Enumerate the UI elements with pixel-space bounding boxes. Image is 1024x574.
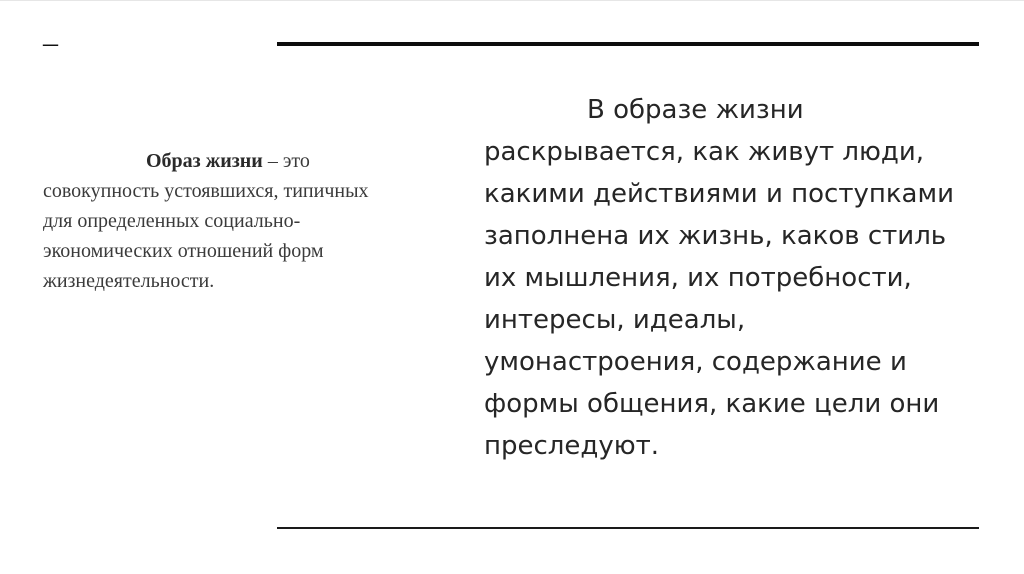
dash-mark: – (43, 26, 58, 59)
slide-top-border (0, 0, 1024, 1)
bottom-divider-line (277, 527, 979, 529)
definition-text: – это совокупность устоявшихся, типичных для определенных социально-экономических отношений форм жизнедеятельности. (43, 150, 369, 292)
definition-term: Образ жизни (146, 150, 263, 172)
top-divider-line (277, 42, 979, 46)
description-text: В образе жизни раскрывается, как живут люди, какими действиями и поступками заполнена их жизнь, каков стиль их мышления, их потребности, интересы, идеалы, умонастроения, содержание и формы общения, какие цели они преследуют. (484, 95, 955, 461)
description-paragraph (484, 89, 954, 467)
definition-paragraph (43, 146, 373, 296)
